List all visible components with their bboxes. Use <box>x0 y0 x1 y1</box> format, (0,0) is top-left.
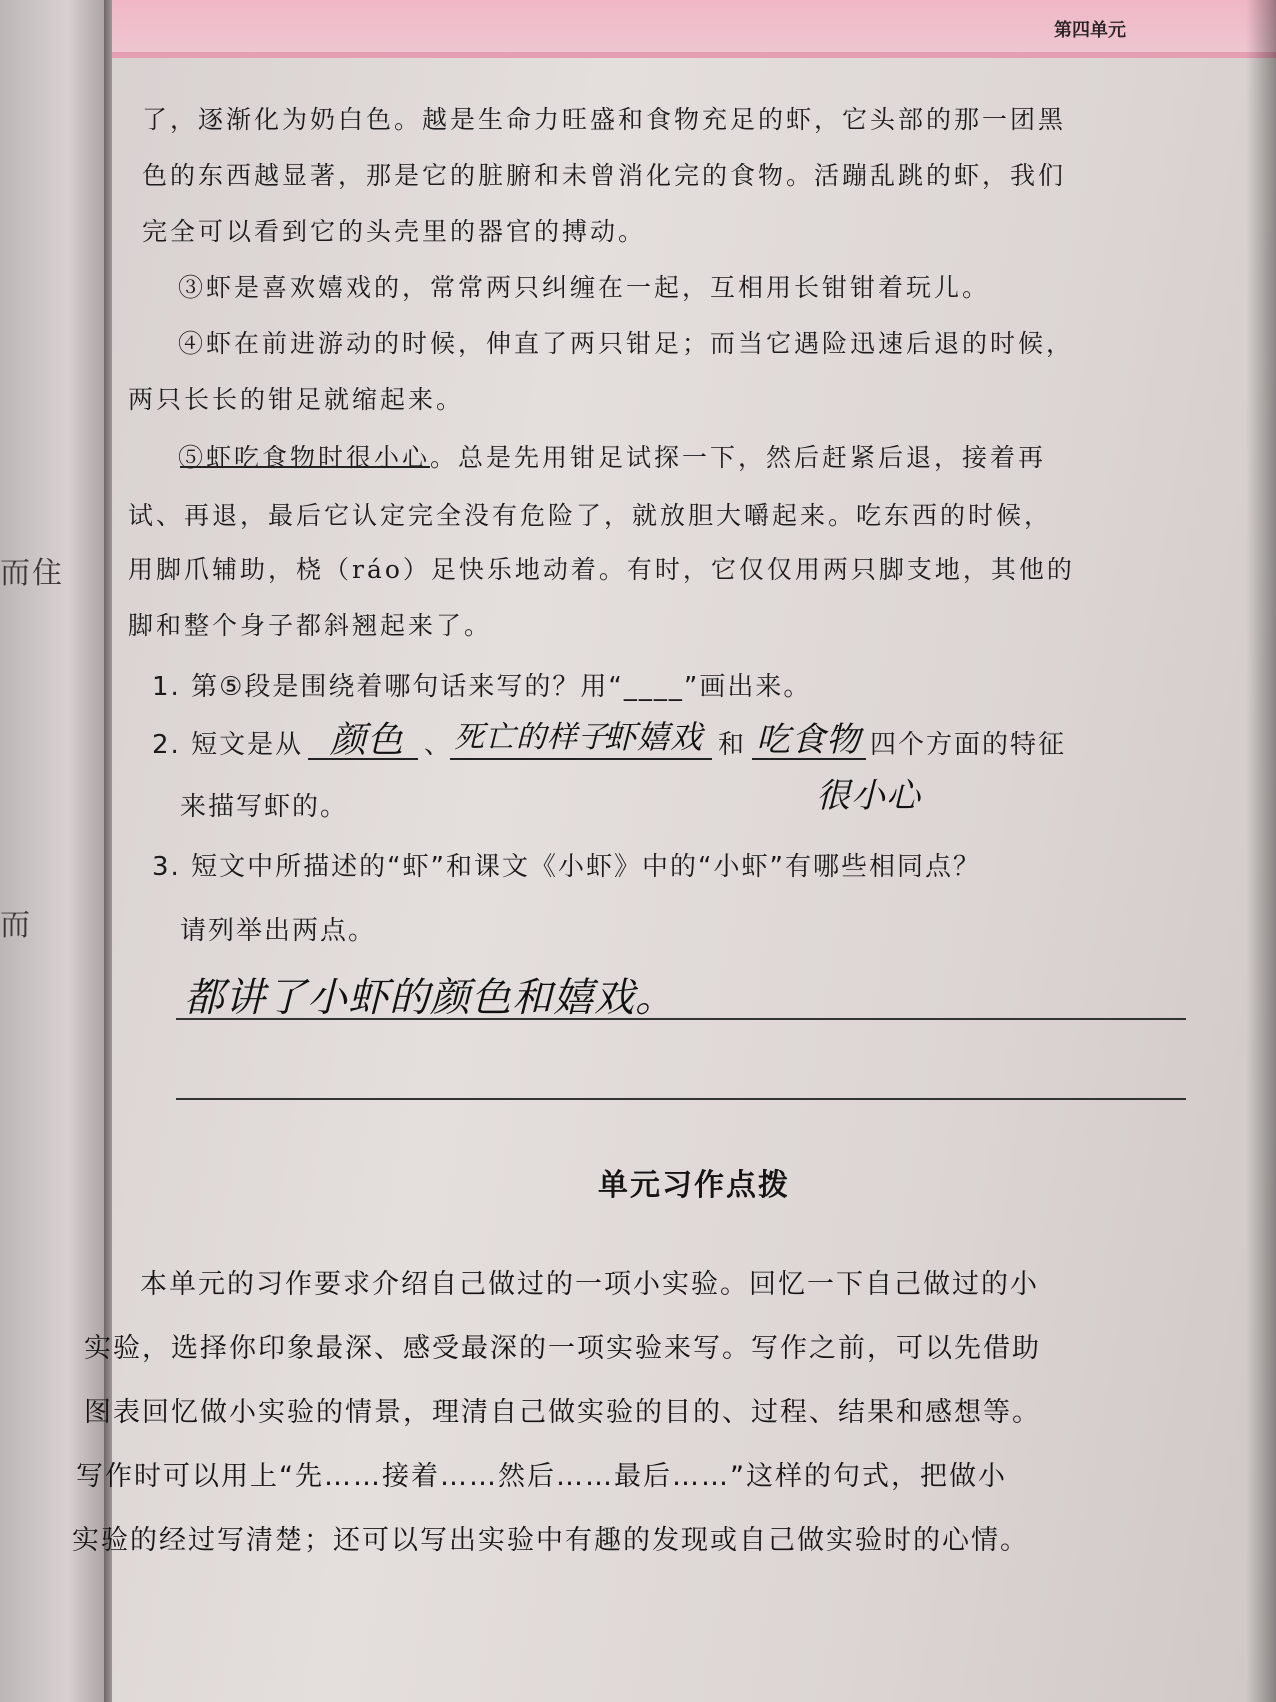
question-2-prefix: 2. 短文是从 <box>152 730 304 760</box>
passage-line: 完全可以看到它的头壳里的器官的搏动。 <box>142 217 647 246</box>
section-line: 写作时可以用上“先……接着……然后……最后……”这样的句式，把做小 <box>76 1461 1007 1492</box>
passage-line: ④虾在前进游动的时候，伸直了两只钳足；而当它遇险迅速后退的时候， <box>178 329 1075 358</box>
left-page-fragment: 而住 <box>0 556 64 591</box>
blank-1-line <box>308 758 418 760</box>
unit-label: 第四单元 <box>1054 20 1126 41</box>
answer-blank-4: 吃食物 <box>756 720 861 760</box>
handwritten-underline <box>180 466 430 468</box>
question-2-suffix: 四个方面的特征 <box>870 730 1067 760</box>
passage-line: 用脚爪辅助，桡（ráo）足快乐地动着。有时，它仅仅用两只脚支地，其他的 <box>128 555 1075 584</box>
section-line: 本单元的习作要求介绍自己做过的一项小实验。回忆一下自己做过的小 <box>140 1269 1039 1300</box>
question-2-separator: 、 <box>424 730 453 760</box>
page-shadow <box>1246 0 1276 1702</box>
answer-blank-3: 虾嬉戏 <box>604 718 704 756</box>
section-line: 实验的经过写清楚；还可以写出实验中有趣的发现或自己做实验时的心情。 <box>72 1525 1029 1556</box>
question-2-and: 和 <box>718 730 747 760</box>
section-title: 单元习作点拨 <box>598 1168 790 1203</box>
workbook-page <box>72 0 1276 1702</box>
left-page-fragment: 而 <box>0 908 32 943</box>
section-line: 实验，选择你印象最深、感受最深的一项实验来写。写作之前，可以先借助 <box>84 1333 1041 1364</box>
question-3-line-2: 请列举出两点。 <box>180 916 377 946</box>
passage-line: ⑤虾吃食物时很小心。总是先用钳足试探一下，然后赶紧后退，接着再 <box>178 443 1047 472</box>
page-header <box>112 0 1276 58</box>
passage-line: 脚和整个身子都斜翘起来了。 <box>128 611 493 640</box>
passage-line: 了，逐渐化为奶白色。越是生命力旺盛和食物充足的虾，它头部的那一团黑 <box>142 105 1067 134</box>
answer-line-1 <box>176 1018 1186 1020</box>
answer-blank-1: 颜色 <box>330 720 405 761</box>
handwritten-answer: 都讲了小虾的颜色和嬉戏。 <box>184 975 676 1021</box>
question-2-line-2: 来描写虾的。 <box>180 792 349 822</box>
section-line: 图表回忆做小实验的情景，理清自己做实验的目的、过程、结果和感想等。 <box>84 1397 1041 1428</box>
passage-line: 色的东西越显著，那是它的脏腑和未曾消化完的食物。活蹦乱跳的虾，我们 <box>142 161 1067 190</box>
passage-line: ③虾是喜欢嬉戏的，常常两只纠缠在一起，互相用长钳钳着玩儿。 <box>178 273 991 302</box>
blank-4-line <box>752 758 866 760</box>
answer-blank-4-extra: 很小心 <box>816 776 921 816</box>
passage-line: 两只长长的钳足就缩起来。 <box>128 385 465 414</box>
blank-2-3-line <box>450 758 712 760</box>
answer-line-2 <box>176 1098 1186 1100</box>
passage-line: 试、再退，最后它认定完全没有危险了，就放胆大嚼起来。吃东西的时候， <box>128 501 1053 530</box>
question-3: 3. 短文中所描述的“虾”和课文《小虾》中的“小虾”有哪些相同点？ <box>152 852 981 882</box>
question-1: 1. 第⑤段是围绕着哪句话来写的？用“____”画出来。 <box>152 672 812 702</box>
answer-blank-2: 死亡的样子 <box>454 720 609 755</box>
left-page-edge <box>0 0 112 1702</box>
